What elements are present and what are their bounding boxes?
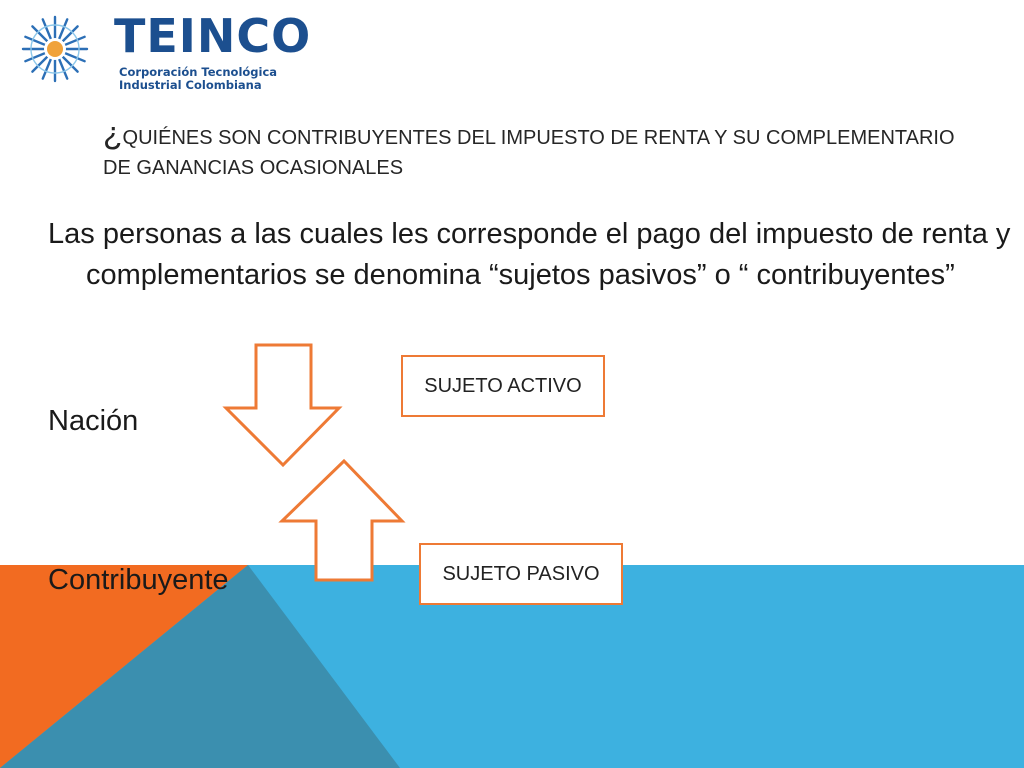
label-nacion: Nación xyxy=(48,405,139,437)
sunburst-logo-icon xyxy=(20,14,90,84)
label-contribuyente: Contribuyente xyxy=(48,564,229,596)
sujeto-pasivo-box xyxy=(419,543,623,605)
sujeto-pasivo-label: SUJETO PASIVO xyxy=(442,562,600,585)
logo-subtitle-line1: Corporación Tecnológica xyxy=(119,65,278,79)
slide-title xyxy=(103,115,963,183)
logo-wordmark: TEINCO xyxy=(114,9,312,63)
teinco-logo xyxy=(18,8,312,98)
logo-subtitle-line2: Industrial Colombiana xyxy=(119,78,262,92)
title-question-mark: ¿ xyxy=(103,115,123,151)
sujeto-activo-label: SUJETO ACTIVO xyxy=(424,374,582,397)
body-paragraph: Las personas a las cuales les corresponde el pago del impuesto de renta y complementarios se denomina “sujetos pasivos” o “ contribuyentes” xyxy=(48,218,1011,291)
title-text: QUIÉNES SON CONTRIBUYENTES DEL IMPUESTO DE RENTA Y SU COMPLEMENTARIO DE GANANCIAS OCASIONALES xyxy=(103,127,955,179)
sujeto-activo-box xyxy=(401,355,605,417)
